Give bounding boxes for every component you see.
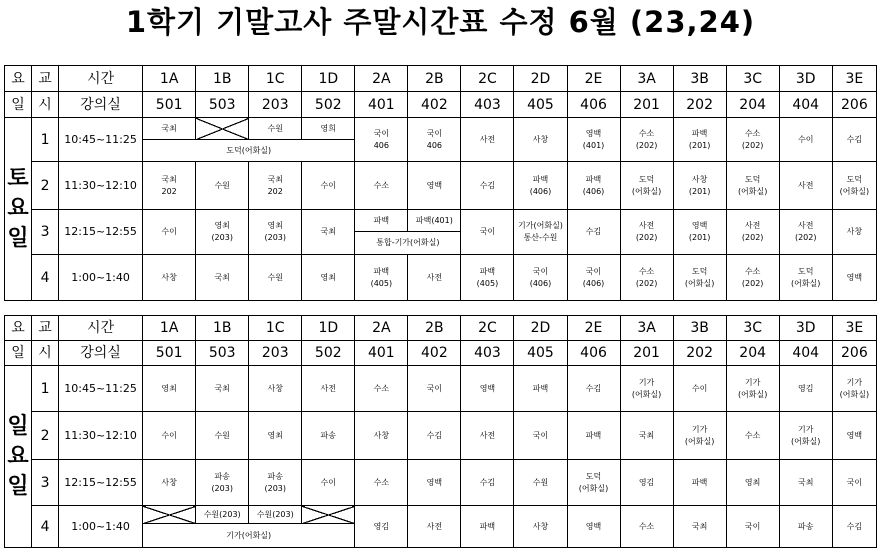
sun-p4-3d: 파송	[779, 506, 832, 548]
sun-p2-2a: 사창	[355, 412, 408, 460]
sat-p4-2b: 사전	[408, 255, 461, 301]
sat-p2-1a: 국최 202	[143, 162, 196, 210]
sun-p2-2d: 국이	[514, 412, 567, 460]
sun-p3-2d: 수원	[514, 460, 567, 506]
header-row-room	[5, 92, 877, 118]
sat-p2-2e: 파백 (406)	[567, 162, 620, 210]
page-title: 1학기 기말고사 주말시간표 수정 6월 (23,24)	[125, 5, 756, 39]
sun-p3-top	[5, 460, 877, 483]
class-1b: 1B	[196, 66, 249, 92]
sun-p2-1c: 영최	[249, 412, 302, 460]
period-number: 1	[32, 366, 59, 412]
sat-p2-3e: 도덕 (어화실)	[832, 162, 876, 210]
period-time: 1:00~1:40	[59, 506, 143, 548]
sat-p1-3a: 수소 (202)	[620, 118, 673, 162]
class-3a: 3A	[620, 316, 673, 341]
period-number: 3	[32, 210, 59, 255]
sat-p4-1c: 수원	[249, 255, 302, 301]
sun-p4-3c: 국이	[726, 506, 779, 548]
class-3e: 3E	[832, 316, 876, 341]
sun-p3-3a: 영김	[620, 460, 673, 506]
sun-p4-2d: 사창	[514, 506, 567, 548]
sun-p1-3b: 수이	[673, 366, 726, 412]
header-il: 일	[5, 92, 32, 118]
sat-p4-1a: 사창	[143, 255, 196, 301]
class-2a: 2A	[355, 316, 408, 341]
sun-p1-top	[5, 366, 877, 389]
sun-p2-3e: 영백	[832, 412, 876, 460]
period-number: 2	[32, 162, 59, 210]
period-number: 2	[32, 412, 59, 460]
empty-crossed-cell	[302, 506, 355, 524]
sun-p1-1c: 사창	[249, 366, 302, 412]
room-201: 201	[620, 92, 673, 118]
period-number: 4	[32, 506, 59, 548]
header-room: 강의실	[59, 92, 143, 118]
sun-p1-2e: 수김	[567, 366, 620, 412]
sun-p4-3b: 국최	[673, 506, 726, 548]
sat-p4-2d: 국이 (406)	[514, 255, 567, 301]
class-3d: 3D	[779, 66, 832, 92]
class-3b: 3B	[673, 316, 726, 341]
sun-p2-3d: 기가 (어화실)	[779, 412, 832, 460]
sat-p3-1d: 국최	[302, 210, 355, 255]
sun-p1-3d: 영김	[779, 366, 832, 412]
sun-p4-2c: 파백	[461, 506, 514, 548]
class-2c: 2C	[461, 316, 514, 341]
sun-p2-3c: 수소	[726, 412, 779, 460]
sun-p2-1d: 파송	[302, 412, 355, 460]
room-204: 204	[726, 341, 779, 366]
class-3e: 3E	[832, 66, 876, 92]
header-yo: 요	[5, 66, 32, 92]
room-503: 503	[196, 92, 249, 118]
class-1c: 1C	[249, 316, 302, 341]
room-404: 404	[779, 341, 832, 366]
header-time: 시간	[59, 66, 143, 92]
sat-p2-3d: 사전	[779, 162, 832, 210]
sat-p3-3b: 영백 (201)	[673, 210, 726, 255]
sat-p2-top	[5, 162, 877, 186]
sun-p2-2b: 수김	[408, 412, 461, 460]
empty-crossed-cell	[196, 118, 249, 140]
sunday-timetable	[4, 315, 877, 548]
sun-p3-1c: 파송 (203)	[249, 460, 302, 506]
sun-p2-top	[5, 412, 877, 436]
sun-p4-top	[5, 506, 877, 524]
sun-p2-1a: 수이	[143, 412, 196, 460]
period-number: 4	[32, 255, 59, 301]
header-time: 시간	[59, 316, 143, 341]
period-number: 3	[32, 460, 59, 506]
room-401: 401	[355, 92, 408, 118]
sun-p3-2c: 수김	[461, 460, 514, 506]
header-row-class	[5, 316, 877, 341]
sat-p4-3e: 영백	[832, 255, 876, 301]
sat-p3-2d: 기가(어화실) 통산-수원	[514, 210, 567, 255]
room-501: 501	[143, 341, 196, 366]
room-201: 201	[620, 341, 673, 366]
sat-p4-3d: 도덕 (어화실)	[779, 255, 832, 301]
sun-p2-3b: 기가 (어화실)	[673, 412, 726, 460]
room-204: 204	[726, 92, 779, 118]
class-2a: 2A	[355, 66, 408, 92]
header-yo: 요	[5, 316, 32, 341]
sun-p3-1b: 파송 (203)	[196, 460, 249, 506]
class-3d: 3D	[779, 316, 832, 341]
sat-p3-merged-integrated: 통합-기가(어화실)	[355, 232, 461, 255]
sun-p4-1b: 수원(203)	[196, 506, 249, 524]
sat-p3-1b: 영최 (203)	[196, 210, 249, 255]
sun-p1-3c: 기가 (어화실)	[726, 366, 779, 412]
period-time: 12:15~12:55	[59, 460, 143, 506]
sat-p1-3e: 수김	[832, 118, 876, 162]
sat-p4-3c: 수소 (202)	[726, 255, 779, 301]
class-1d: 1D	[302, 316, 355, 341]
sun-p4-2a: 영김	[355, 506, 408, 548]
class-2b: 2B	[408, 316, 461, 341]
room-202: 202	[673, 341, 726, 366]
class-2e: 2E	[567, 316, 620, 341]
sun-p3-2e: 도덕 (어화실)	[567, 460, 620, 506]
sun-p1-2a: 수소	[355, 366, 408, 412]
sun-p3-3d: 국최	[779, 460, 832, 506]
sat-p3-top	[5, 210, 877, 232]
room-502: 502	[302, 92, 355, 118]
class-1d: 1D	[302, 66, 355, 92]
header-si: 시	[32, 92, 59, 118]
sat-p3-1a: 수이	[143, 210, 196, 255]
sat-p4-2e: 국이 (406)	[567, 255, 620, 301]
sat-p1-3c: 수소 (202)	[726, 118, 779, 162]
sat-p3-2a: 파백	[355, 210, 408, 232]
sat-p1-1d: 영희	[302, 118, 355, 140]
sat-p1-1c: 수원	[249, 118, 302, 140]
sat-p1-2e: 영백 (401)	[567, 118, 620, 162]
room-401: 401	[355, 341, 408, 366]
sat-p4-3b: 도덕 (어화실)	[673, 255, 726, 301]
room-203: 203	[249, 341, 302, 366]
sat-p3-3d: 사전 (202)	[779, 210, 832, 255]
sat-p4-1d: 영최	[302, 255, 355, 301]
room-405: 405	[514, 341, 567, 366]
sat-p2-2c: 수김	[461, 162, 514, 210]
period-time: 10:45~11:25	[59, 366, 143, 412]
sun-p2-2c: 사전	[461, 412, 514, 460]
class-2e: 2E	[567, 66, 620, 92]
sun-p2-2e: 파백	[567, 412, 620, 460]
sat-p2-3b: 사창 (201)	[673, 162, 726, 210]
sun-p3-1a: 사창	[143, 460, 196, 506]
sun-p2-1b: 수원	[196, 412, 249, 460]
period-time: 12:15~12:55	[59, 210, 143, 255]
period-time: 10:45~11:25	[59, 118, 143, 162]
room-503: 503	[196, 341, 249, 366]
header-gyo: 교	[32, 66, 59, 92]
sun-p1-1d: 사전	[302, 366, 355, 412]
period-number: 1	[32, 118, 59, 162]
sat-p4-2a: 파백 (405)	[355, 255, 408, 301]
sat-p1-2c: 사전	[461, 118, 514, 162]
sun-p3-1d: 수이	[302, 460, 355, 506]
sun-p4-2b: 사전	[408, 506, 461, 548]
header-gyo: 교	[32, 316, 59, 341]
sat-p2-2b: 영백	[408, 162, 461, 210]
sat-p1-1a: 국최	[143, 118, 196, 140]
class-3c: 3C	[726, 316, 779, 341]
sat-p4-2c: 파백 (405)	[461, 255, 514, 301]
room-405: 405	[514, 92, 567, 118]
period-time: 1:00~1:40	[59, 255, 143, 301]
room-203: 203	[249, 92, 302, 118]
header-il: 일	[5, 341, 32, 366]
sun-p1-2d: 파백	[514, 366, 567, 412]
class-1b: 1B	[196, 316, 249, 341]
sat-p4-1b: 국최	[196, 255, 249, 301]
class-2d: 2D	[514, 66, 567, 92]
sat-p4-top	[5, 255, 877, 278]
sat-p1-top	[5, 118, 877, 140]
class-3a: 3A	[620, 66, 673, 92]
sat-p2-1c: 국최 202	[249, 162, 302, 210]
class-2b: 2B	[408, 66, 461, 92]
sun-p4-merged-tech: 기가(어화실)	[143, 524, 355, 548]
room-501: 501	[143, 92, 196, 118]
sat-p1-merged-ethics: 도덕(어화실)	[143, 140, 355, 162]
sun-p1-2b: 국이	[408, 366, 461, 412]
sat-p2-3a: 도덕 (어화실)	[620, 162, 673, 210]
sat-p3-3e: 사창	[832, 210, 876, 255]
room-404: 404	[779, 92, 832, 118]
day-label-saturday: 토 요 일	[5, 118, 32, 301]
sun-p1-3e: 기가 (어화실)	[832, 366, 876, 412]
room-206: 206	[832, 341, 876, 366]
sat-p1-2a: 국이 406	[355, 118, 408, 162]
saturday-timetable	[4, 65, 877, 301]
room-402: 402	[408, 92, 461, 118]
sun-p4-2e: 영백	[567, 506, 620, 548]
class-3c: 3C	[726, 66, 779, 92]
sat-p2-1d: 수이	[302, 162, 355, 210]
header-row-room	[5, 341, 877, 366]
sun-p4-3a: 수소	[620, 506, 673, 548]
sat-p3-2c: 국이	[461, 210, 514, 255]
sat-p3-3a: 사전 (202)	[620, 210, 673, 255]
class-1a: 1A	[143, 66, 196, 92]
room-403: 403	[461, 92, 514, 118]
sun-p3-3e: 국이	[832, 460, 876, 506]
header-row-class	[5, 66, 877, 92]
sat-p3-2b: 파백(401)	[408, 210, 461, 232]
sun-p2-3a: 국최	[620, 412, 673, 460]
sun-p1-2c: 영백	[461, 366, 514, 412]
sat-p2-2d: 파백 (406)	[514, 162, 567, 210]
sun-p1-3a: 기가 (어화실)	[620, 366, 673, 412]
room-406: 406	[567, 341, 620, 366]
class-2c: 2C	[461, 66, 514, 92]
sat-p3-3c: 사전 (202)	[726, 210, 779, 255]
sat-p2-3c: 도덕 (어화실)	[726, 162, 779, 210]
class-2d: 2D	[514, 316, 567, 341]
sun-p4-3e: 수김	[832, 506, 876, 548]
sat-p2-2a: 수소	[355, 162, 408, 210]
sun-p1-1a: 영최	[143, 366, 196, 412]
sat-p3-2e: 수김	[567, 210, 620, 255]
sun-p1-1b: 국최	[196, 366, 249, 412]
sun-p3-2a: 수소	[355, 460, 408, 506]
sun-p4-1c: 수원(203)	[249, 506, 302, 524]
room-403: 403	[461, 341, 514, 366]
sun-p3-2b: 영백	[408, 460, 461, 506]
sat-p4-3a: 수소 (202)	[620, 255, 673, 301]
sat-p1-2b: 국이 406	[408, 118, 461, 162]
sat-p1-3b: 파백 (201)	[673, 118, 726, 162]
room-402: 402	[408, 341, 461, 366]
empty-crossed-cell	[143, 506, 196, 524]
sun-p3-3c: 영최	[726, 460, 779, 506]
header-si: 시	[32, 341, 59, 366]
day-label-sunday: 일 요 일	[5, 366, 32, 548]
sat-p1-2d: 사창	[514, 118, 567, 162]
period-time: 11:30~12:10	[59, 162, 143, 210]
class-3b: 3B	[673, 66, 726, 92]
header-room: 강의실	[59, 341, 143, 366]
room-406: 406	[567, 92, 620, 118]
sat-p2-1b: 수원	[196, 162, 249, 210]
sat-p1-3d: 수이	[779, 118, 832, 162]
room-502: 502	[302, 341, 355, 366]
sat-p3-1c: 영최 (203)	[249, 210, 302, 255]
class-1a: 1A	[143, 316, 196, 341]
sun-p3-3b: 파백	[673, 460, 726, 506]
room-202: 202	[673, 92, 726, 118]
period-time: 11:30~12:10	[59, 412, 143, 460]
class-1c: 1C	[249, 66, 302, 92]
room-206: 206	[832, 92, 876, 118]
